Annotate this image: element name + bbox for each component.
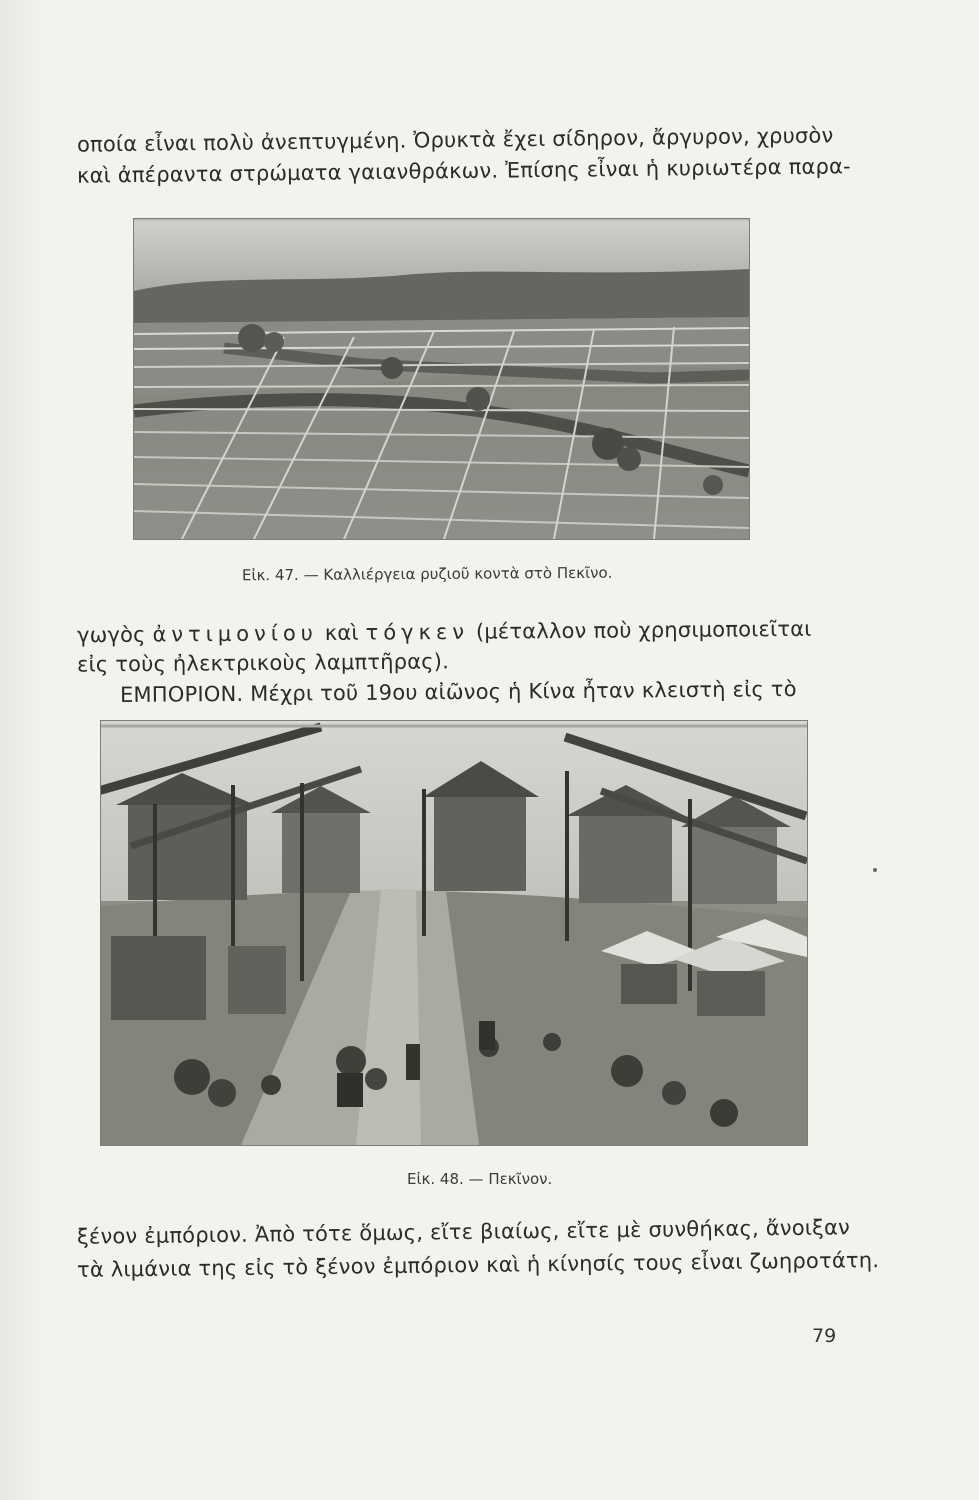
text-line-middle-1-end: (μέταλλον ποὺ χρησιμοποιεῖται [475,616,812,644]
text-line-middle-1 [77,617,812,647]
term-tungsten: τόγκεν [365,619,470,645]
text-line-middle-1-join: καὶ [324,620,359,646]
text-line-middle-3: ΕΜΠΟΡΙΟΝ. Μέχρι τοῦ 19ου αἰῶνος ἡ Κίνα ἦταν κλειστὴ εἰς τὸ [119,677,797,707]
text-line-top-2: καὶ ἀπέραντα στρώματα γαιανθράκων. Ἐπίσης εἶναι ἡ κυριωτέρα παρα- [76,154,851,188]
text-line-middle-1-start: γωγὸς [76,622,146,648]
rice-field-photo [133,218,750,540]
text-line-middle-2: εἰς τοὺς ἠλεκτρικοὺς λαμπτῆρας). [76,649,450,677]
page-number: 79 [812,1325,837,1347]
figure-48-caption: Εἰκ. 48. — Πεκῖνον. [407,1170,553,1188]
scan-dot [873,868,877,872]
page-edge-shadow [0,0,46,1500]
text-line-bottom-2: τὰ λιμάνια της εἰς τὸ ξένον ἐμπόριον καὶ ἡ κίνησίς τους εἶναι ζωηροτάτη. [76,1248,880,1282]
text-line-top-1: οποία εἶναι πολὺ ἀνεπτυγμένη. Ὀρυκτὰ ἔχει σίδηρον, ἄργυρον, χρυσὸν [76,123,834,157]
text-line-bottom-1: ξένον ἐμπόριον. Ἀπὸ τότε ὅμως, εἴτε βιαίως, εἴτε μὲ συνθήκας, ἄνοιξαν [76,1215,851,1249]
beijing-street-photo [100,720,808,1146]
term-antimony: ἀντιμονίου [152,621,319,647]
figure-47-caption: Εἰκ. 47. — Καλλιέργεια ρυζιοῦ κοντὰ στὸ Πεκῖνο. [241,563,613,585]
